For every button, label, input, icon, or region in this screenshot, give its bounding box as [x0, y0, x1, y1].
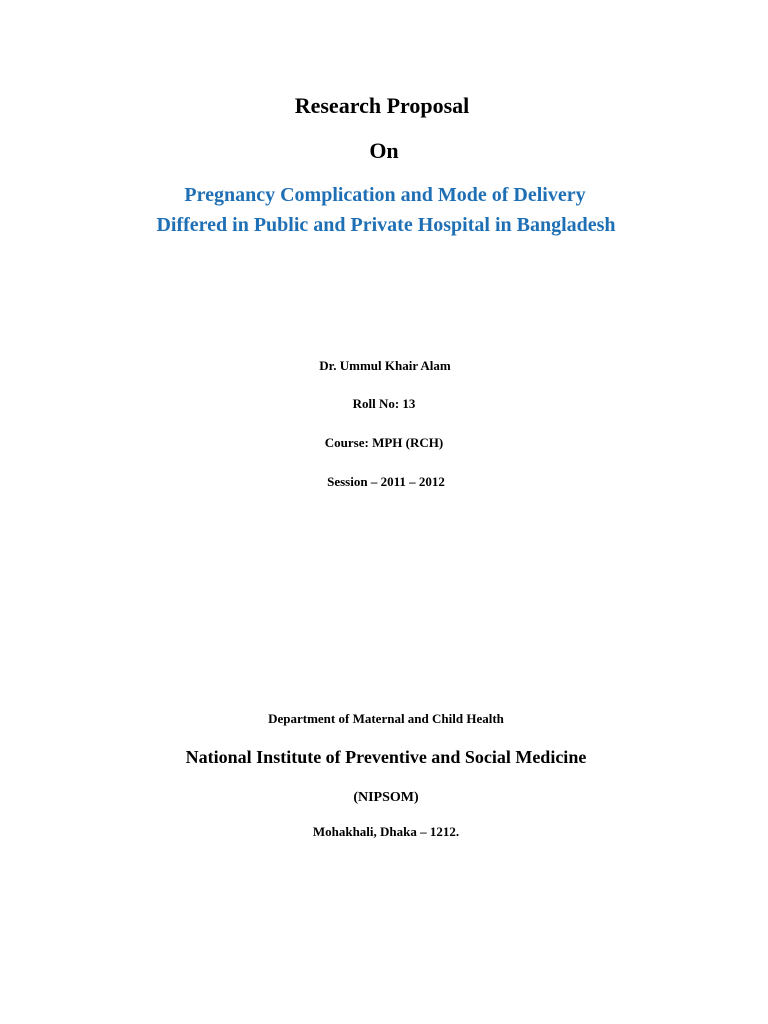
institute-address: Mohakhali, Dhaka – 1212.: [312, 824, 460, 839]
author-name: Dr. Ummul Khair Alam: [319, 358, 451, 373]
title-connector: On: [369, 138, 399, 163]
course-name: Course: MPH (RCH): [324, 435, 444, 450]
topic-line-2: Differed in Public and Private Hospital in Bangladesh: [156, 214, 616, 236]
department-name: Department of Maternal and Child Health: [268, 711, 504, 726]
institute-abbreviation: (NIPSOM): [353, 790, 419, 805]
document-title: Research Proposal: [294, 93, 470, 118]
topic-line-1: Pregnancy Complication and Mode of Delivery: [184, 184, 586, 206]
roll-number: Roll No: 13: [352, 396, 416, 411]
session-years: Session – 2011 – 2012: [327, 474, 445, 489]
institute-name: National Institute of Preventive and Social Medicine: [185, 747, 587, 767]
